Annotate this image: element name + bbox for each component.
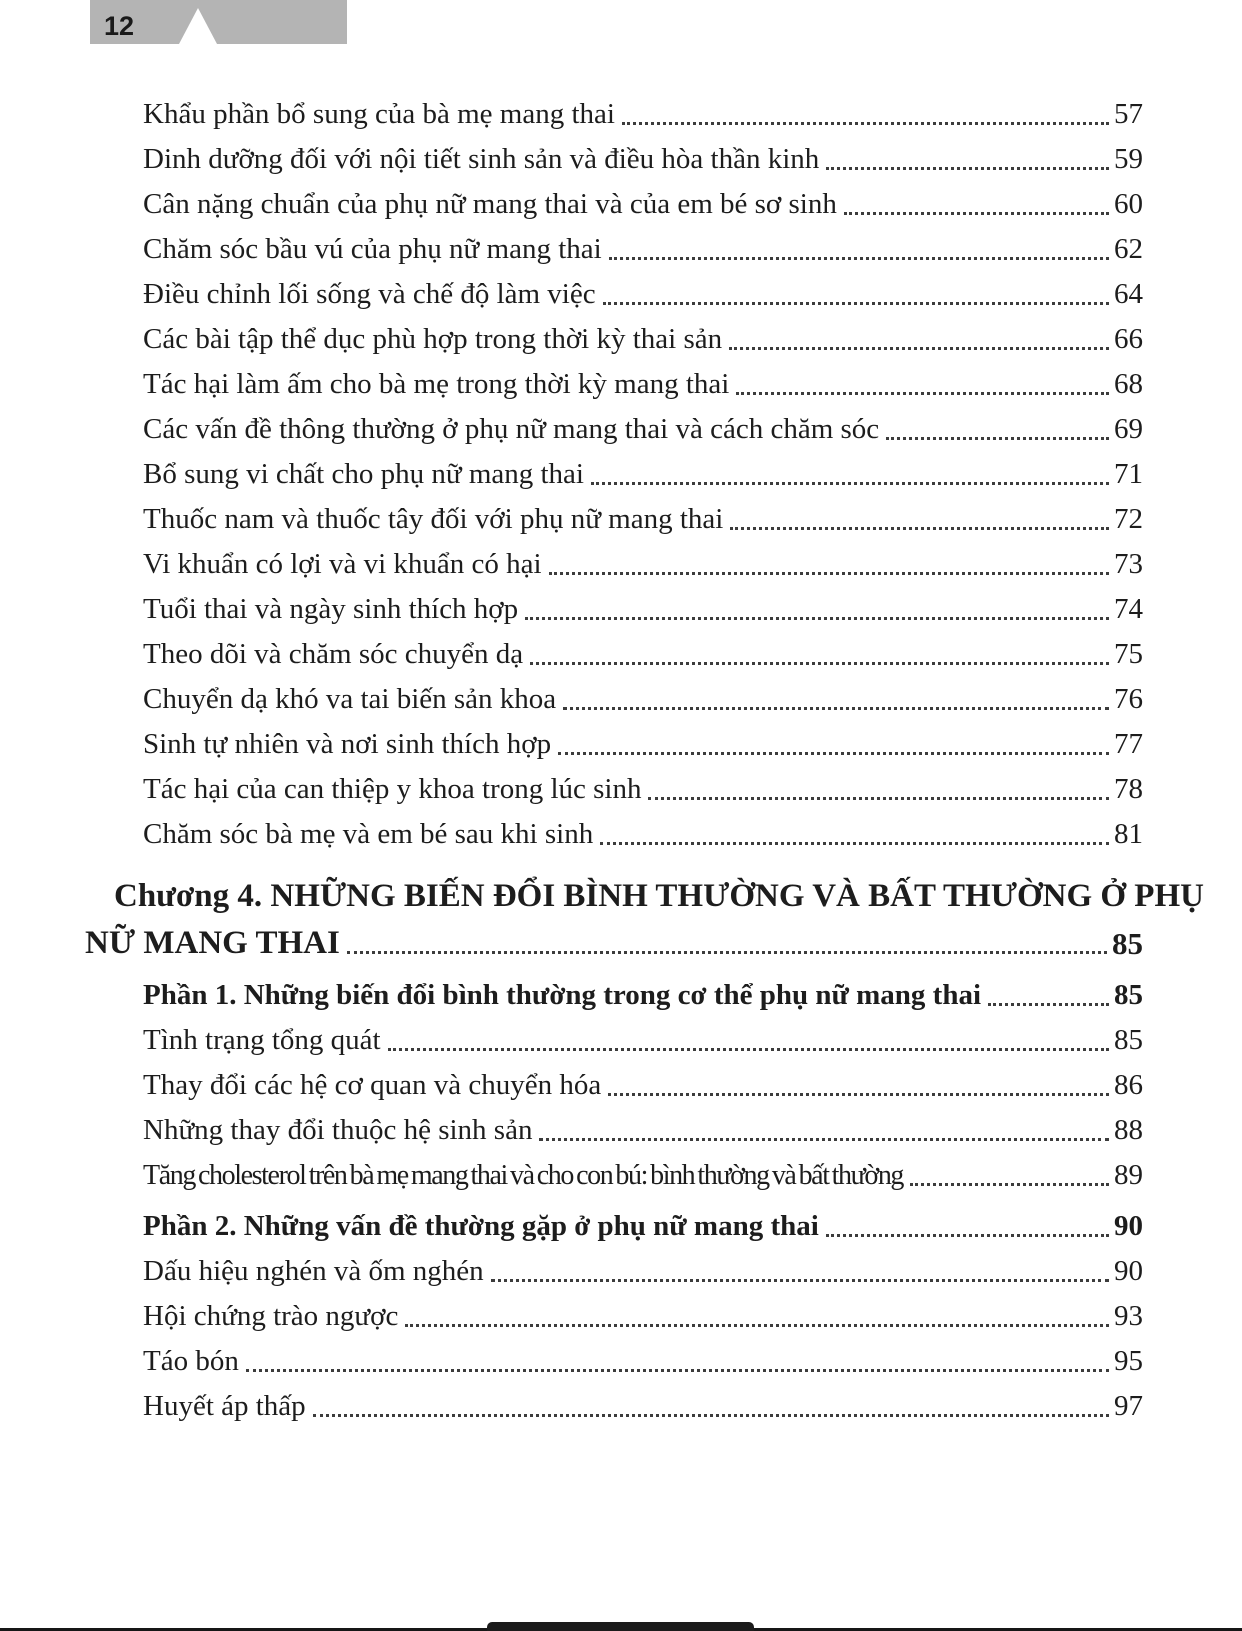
toc-entry-title: Táo bón <box>143 1345 239 1377</box>
toc-entry <box>85 1384 1143 1429</box>
toc-entry <box>85 317 1143 362</box>
toc-entry-title: Tăng cholesterol trên bà mẹ mang thai và cho con bú: bình thường và bất thường <box>143 1160 904 1191</box>
toc-entry-page: 76 <box>1114 683 1143 715</box>
toc-entry-title: Thay đổi các hệ cơ quan và chuyển hóa <box>143 1069 602 1101</box>
toc-entry <box>85 632 1143 677</box>
toc-entry-page: 93 <box>1114 1300 1143 1332</box>
toc-entry-title: Tác hại làm ấm cho bà mẹ trong thời kỳ mang thai <box>143 368 730 400</box>
toc-entry-title: Khẩu phần bổ sung của bà mẹ mang thai <box>143 98 615 130</box>
chapter-heading-line2 <box>85 920 1143 967</box>
dotted-leader <box>563 707 1109 710</box>
page-number-tab <box>90 0 347 44</box>
toc-entry-title: Thuốc nam và thuốc tây đối với phụ nữ mang thai <box>143 503 724 535</box>
toc-entry-title: Dinh dưỡng đối với nội tiết sinh sản và điều hòa thần kinh <box>143 143 820 175</box>
toc-entry <box>85 767 1143 812</box>
toc-entry <box>85 812 1143 857</box>
toc-entry-page: 74 <box>1114 593 1143 625</box>
toc-entry-title: Bổ sung vi chất cho phụ nữ mang thai <box>143 458 584 490</box>
toc-entry <box>85 1294 1143 1339</box>
toc-entry-title: Chuyển dạ khó va tai biến sản khoa <box>143 683 557 715</box>
toc-entry <box>85 722 1143 767</box>
dotted-leader <box>988 1003 1109 1006</box>
toc-entry-page: 72 <box>1114 503 1143 535</box>
toc-entry <box>85 272 1143 317</box>
page-number: 12 <box>104 11 135 41</box>
toc-entry-page: 95 <box>1114 1345 1143 1377</box>
dotted-leader <box>405 1324 1109 1327</box>
dotted-leader <box>246 1369 1109 1372</box>
toc-entry <box>85 137 1143 182</box>
toc-entry-page: 77 <box>1114 728 1143 760</box>
toc-entry-page: 59 <box>1114 143 1143 175</box>
dotted-leader <box>347 951 1107 954</box>
toc-entry <box>85 587 1143 632</box>
toc-entry-title: Điều chỉnh lối sống và chế độ làm việc <box>143 278 596 310</box>
toc-entry-title: Chăm sóc bà mẹ và em bé sau khi sinh <box>143 818 594 850</box>
toc-entry <box>85 182 1143 227</box>
dotted-leader <box>558 752 1109 755</box>
dotted-leader <box>530 662 1109 665</box>
toc-entry-page: 85 <box>1114 979 1143 1011</box>
dotted-leader <box>886 437 1109 440</box>
dotted-leader <box>622 122 1109 125</box>
toc-entry-page: 97 <box>1114 1390 1143 1422</box>
dotted-leader <box>313 1414 1109 1417</box>
toc-entry <box>85 1153 1143 1198</box>
toc-entry-page: 85 <box>1112 926 1143 961</box>
toc-entry-page: 86 <box>1114 1069 1143 1101</box>
toc-entry <box>85 497 1143 542</box>
toc-entry <box>85 452 1143 497</box>
toc-entry <box>85 973 1143 1018</box>
bottom-drag-handle[interactable] <box>487 1622 754 1631</box>
toc-list <box>85 92 1204 1429</box>
toc-entry <box>85 1018 1143 1063</box>
dotted-leader <box>539 1138 1109 1141</box>
toc-entry <box>85 677 1143 722</box>
toc-entry-page: 64 <box>1114 278 1143 310</box>
dotted-leader <box>600 842 1109 845</box>
chapter-heading-line1: Chương 4. NHỮNG BIẾN ĐỔI BÌNH THƯỜNG VÀ BẤT THƯỜNG Ở PHỤ <box>114 878 1204 914</box>
chapter-heading <box>85 873 1204 967</box>
toc-entry <box>85 1063 1143 1108</box>
dotted-leader <box>730 527 1109 530</box>
dotted-leader <box>388 1048 1109 1051</box>
toc-entry <box>85 1249 1143 1294</box>
toc-entry-title: Phần 2. Những vấn đề thường gặp ở phụ nữ mang thai <box>143 1210 819 1242</box>
dotted-leader <box>525 617 1109 620</box>
toc-entry-title: Huyết áp thấp <box>143 1390 306 1422</box>
dotted-leader <box>910 1183 1109 1186</box>
toc-entry <box>85 542 1143 587</box>
toc-entry-page: 89 <box>1114 1159 1143 1191</box>
toc-entry-page: 75 <box>1114 638 1143 670</box>
toc-entry-title: Các bài tập thể dục phù hợp trong thời kỳ thai sản <box>143 323 723 355</box>
dotted-leader <box>549 572 1109 575</box>
toc-entry <box>85 1339 1143 1384</box>
toc-entry-title: Tuổi thai và ngày sinh thích hợp <box>143 593 519 625</box>
toc-entry-title: Hội chứng trào ngược <box>143 1300 399 1332</box>
dotted-leader <box>736 392 1109 395</box>
dotted-leader <box>608 1093 1109 1096</box>
toc-entry-page: 85 <box>1114 1024 1143 1056</box>
toc-entry-page: 60 <box>1114 188 1143 220</box>
toc-entry-title: Chăm sóc bầu vú của phụ nữ mang thai <box>143 233 602 265</box>
dotted-leader <box>491 1279 1109 1282</box>
toc-entry-page: 90 <box>1114 1210 1143 1242</box>
toc-entry-page: 73 <box>1114 548 1143 580</box>
dotted-leader <box>648 797 1109 800</box>
toc-entry-page: 62 <box>1114 233 1143 265</box>
toc-entry <box>85 1108 1143 1153</box>
toc-entry-title: Cân nặng chuẩn của phụ nữ mang thai và của em bé sơ sinh <box>143 188 837 220</box>
toc-entry <box>85 1204 1143 1249</box>
toc-entry-title: Theo dõi và chăm sóc chuyển dạ <box>143 638 524 670</box>
toc-entry-page: 71 <box>1114 458 1143 490</box>
toc-entry-page: 78 <box>1114 773 1143 805</box>
toc-entry-page: 66 <box>1114 323 1143 355</box>
dotted-leader <box>603 302 1109 305</box>
toc-entry-title: Phần 1. Những biến đổi bình thường trong cơ thể phụ nữ mang thai <box>143 979 982 1011</box>
toc-entry-title: Tác hại của can thiệp y khoa trong lúc sinh <box>143 773 642 805</box>
toc-entry-page: 68 <box>1114 368 1143 400</box>
dotted-leader <box>844 212 1109 215</box>
toc-entry-title: Tình trạng tổng quát <box>143 1024 381 1056</box>
toc-entry <box>85 407 1143 452</box>
toc-entry-title: Dấu hiệu nghén và ốm nghén <box>143 1255 484 1287</box>
toc-entry-page: 88 <box>1114 1114 1143 1146</box>
dotted-leader <box>729 347 1109 350</box>
chapter-heading-text: NỮ MANG THAI <box>85 925 340 961</box>
toc-entry <box>85 227 1143 272</box>
toc-entry-page: 69 <box>1114 413 1143 445</box>
toc-entry <box>85 92 1143 137</box>
toc-entry-page: 90 <box>1114 1255 1143 1287</box>
toc-entry-title: Vi khuẩn có lợi và vi khuẩn có hại <box>143 548 542 580</box>
dotted-leader <box>591 482 1109 485</box>
dotted-leader <box>609 257 1109 260</box>
dotted-leader <box>826 167 1109 170</box>
toc-entry-title: Những thay đổi thuộc hệ sinh sản <box>143 1114 533 1146</box>
toc-entry-title: Các vấn đề thông thường ở phụ nữ mang thai và cách chăm sóc <box>143 413 880 445</box>
toc-entry <box>85 362 1143 407</box>
dotted-leader <box>826 1234 1109 1237</box>
toc-entry-title: Sinh tự nhiên và nơi sinh thích hợp <box>143 728 552 760</box>
toc-entry-page: 57 <box>1114 98 1143 130</box>
triangle-notch-icon <box>179 8 217 44</box>
toc-entry-page: 81 <box>1114 818 1143 850</box>
